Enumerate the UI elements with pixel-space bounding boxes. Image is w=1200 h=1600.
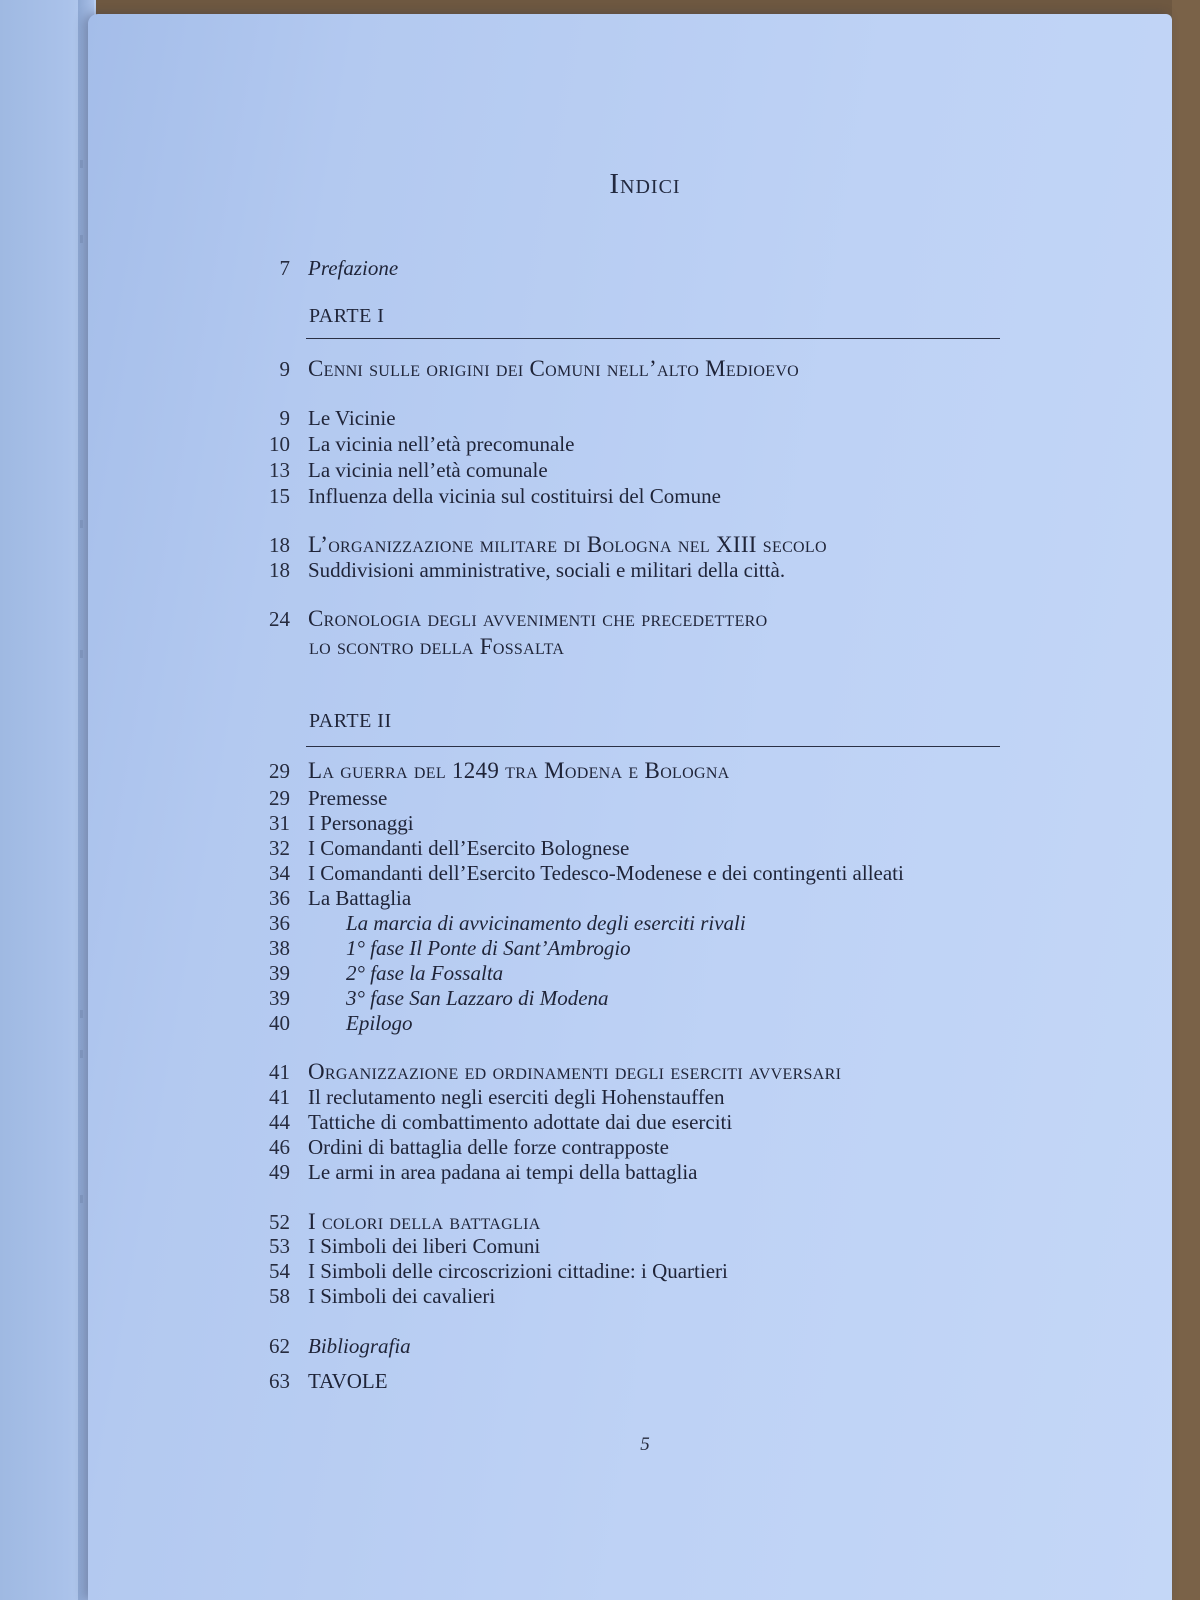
toc-entry	[230, 406, 396, 432]
toc-entry	[230, 1085, 725, 1111]
entry-title: I Simboli delle circoscrizioni cittadine: i Quartieri	[308, 1259, 728, 1283]
toc-entry	[230, 1135, 669, 1161]
entry-title: Bibliografia	[308, 1334, 411, 1358]
entry-title: Influenza della vicinia sul costituirsi del Comune	[308, 484, 721, 508]
part-divider	[306, 338, 1000, 339]
entry-title: TAVOLE	[308, 1369, 388, 1393]
section-title-continuation: lo scontro della Fossalta	[309, 634, 565, 659]
part-divider	[306, 746, 1000, 747]
page-ref: 62	[269, 1334, 290, 1358]
page-ref: 34	[269, 861, 290, 885]
toc-entry	[230, 1160, 697, 1186]
entry-title: 1° fase Il Ponte di Sant’Ambrogio	[346, 936, 631, 960]
entry-title: I Simboli dei cavalieri	[308, 1284, 496, 1308]
toc-subentry	[230, 986, 609, 1012]
section-title: Cenni sulle origini dei Comuni nell’alto Medioevo	[308, 356, 800, 381]
toc-entry	[230, 1284, 495, 1310]
toc-section	[230, 606, 768, 632]
toc-entry	[230, 836, 629, 862]
page-title: Indici	[609, 168, 681, 200]
page-ref: 10	[269, 432, 290, 456]
entry-title: Suddivisioni amministrative, sociali e militari della città.	[308, 558, 786, 582]
page-ref: 29	[269, 759, 290, 783]
toc-section	[230, 758, 730, 784]
entry-title: I Simboli dei liberi Comuni	[308, 1234, 541, 1258]
part-heading: PARTE I	[309, 305, 385, 327]
toc-entry	[230, 1110, 732, 1136]
entry-title: 2° fase la Fossalta	[346, 961, 504, 985]
page-ref: 39	[269, 986, 290, 1010]
page-ref: 18	[269, 533, 290, 557]
page-ref: 49	[269, 1160, 290, 1184]
toc-subentry	[230, 936, 631, 962]
page-ref: 24	[269, 607, 290, 631]
page-number: 5	[640, 1434, 650, 1455]
page-ref: 31	[269, 811, 290, 835]
toc-entry	[230, 484, 721, 510]
page-ref: 46	[269, 1135, 290, 1159]
entry-title: La vicinia nell’età precomunale	[308, 432, 575, 456]
entry-title: Prefazione	[308, 256, 399, 280]
page-ref: 9	[279, 357, 290, 381]
toc-subentry	[230, 961, 503, 987]
toc-section	[230, 1209, 541, 1235]
toc-entry	[230, 811, 414, 837]
page-ref: 7	[279, 256, 290, 280]
toc-entry	[230, 1234, 540, 1260]
part-heading: PARTE II	[309, 710, 392, 732]
entry-title: Tattiche di combattimento adottate dai due eserciti	[308, 1110, 733, 1134]
entry-title: Ordini di battaglia delle forze contrapposte	[308, 1135, 669, 1159]
page-ref: 52	[269, 1210, 290, 1234]
page-ref: 39	[269, 961, 290, 985]
page-ref: 41	[269, 1060, 290, 1084]
toc-subentry	[230, 1011, 413, 1037]
toc-entry	[230, 558, 785, 584]
entry-title: I Comandanti dell’Esercito Tedesco-Modenese e dei contingenti alleati	[308, 861, 904, 885]
toc-entry-preface	[230, 256, 398, 282]
page-ref: 41	[269, 1085, 290, 1109]
page-ref: 38	[269, 936, 290, 960]
entry-title: 3° fase San Lazzaro di Modena	[346, 986, 609, 1010]
toc-entry	[230, 861, 904, 887]
page-ref: 9	[279, 406, 290, 430]
page-ref: 36	[269, 886, 290, 910]
entry-title: La Battaglia	[308, 886, 412, 910]
section-title: Cronologia degli avvenimenti che precedettero	[308, 606, 768, 631]
page-ref: 15	[269, 484, 290, 508]
toc-section	[230, 356, 799, 382]
toc-entry	[230, 786, 387, 812]
toc-entry-bibliography	[230, 1334, 411, 1360]
page-ref: 63	[269, 1369, 290, 1393]
toc-entry	[230, 432, 574, 458]
entry-title: I Comandanti dell’Esercito Bolognese	[308, 836, 630, 860]
entry-title: Le Vicinie	[308, 406, 396, 430]
page-ref: 54	[269, 1259, 290, 1283]
toc-section	[230, 532, 827, 558]
entry-title: Epilogo	[346, 1011, 413, 1035]
page-ref: 53	[269, 1234, 290, 1258]
toc-entry	[230, 886, 411, 912]
toc-entry-tables	[230, 1369, 388, 1395]
entry-title: Le armi in area padana ai tempi della battaglia	[308, 1160, 698, 1184]
entry-title: I Personaggi	[308, 811, 414, 835]
page-ref: 40	[269, 1011, 290, 1035]
page-ref: 29	[269, 786, 290, 810]
toc-section	[230, 1059, 841, 1085]
page-ref: 44	[269, 1110, 290, 1134]
section-title: Organizzazione ed ordinamenti degli eserciti avversari	[308, 1059, 842, 1084]
section-title: La guerra del 1249 tra Modena e Bologna	[308, 758, 730, 783]
toc-entry	[230, 1259, 728, 1285]
section-title: I colori della battaglia	[308, 1209, 541, 1234]
toc-entry	[230, 458, 548, 484]
entry-title: La vicinia nell’età comunale	[308, 458, 548, 482]
entry-title: Il reclutamento negli eserciti degli Hohenstauffen	[308, 1085, 725, 1109]
entry-title: Premesse	[308, 786, 388, 810]
page-ref: 13	[269, 458, 290, 482]
toc-subentry	[230, 911, 746, 937]
section-title: L’organizzazione militare di Bologna nel XIII secolo	[308, 532, 827, 557]
page-ref: 32	[269, 836, 290, 860]
page-ref: 18	[269, 558, 290, 582]
page-ref: 58	[269, 1284, 290, 1308]
page-ref: 36	[269, 911, 290, 935]
entry-title: La marcia di avvicinamento degli eserciti rivali	[346, 911, 746, 935]
